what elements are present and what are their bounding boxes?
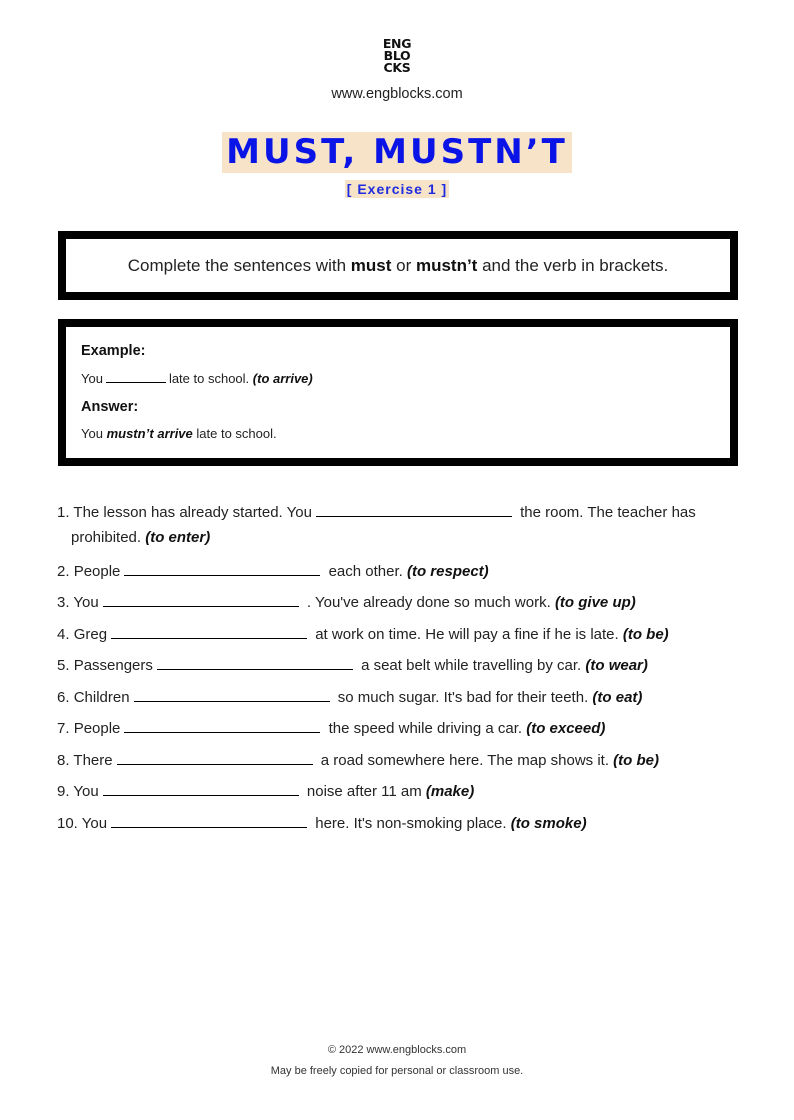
exercise-item-3 <box>57 592 636 611</box>
item-number: 7. <box>57 720 70 737</box>
exercise-subtitle: [ Exercise 1 ] <box>346 181 448 197</box>
item-hint: (make) <box>425 783 475 800</box>
instructions-must: must <box>350 255 392 275</box>
item-number: 5. <box>57 657 70 674</box>
item-after: here. It's non-smoking place. <box>315 815 507 832</box>
logo-line-1: ENG <box>382 36 412 51</box>
item-before: There <box>73 752 113 769</box>
item-after: . You've already done so much work. <box>306 594 551 611</box>
engblocks-logo <box>0 38 794 74</box>
item-number: 3. <box>57 594 70 611</box>
answer-label: Answer: <box>81 399 139 415</box>
logo-line-3: CKS <box>383 60 411 75</box>
item-after: at work on time. He will pay a fine if he is late. <box>315 626 619 643</box>
item-after: each other. <box>328 563 403 580</box>
answer-blank-4[interactable] <box>111 624 307 639</box>
answer-blank-10[interactable] <box>111 813 307 828</box>
item-hint: (to respect) <box>406 563 489 580</box>
exercise-item-1 <box>57 502 696 521</box>
example-label: Example: <box>81 343 146 359</box>
exercise-item-5 <box>57 655 648 674</box>
item-before: Passengers <box>73 657 153 674</box>
worksheet-title: MUST, MUSTN’T <box>222 132 572 173</box>
answer-bold: mustn’t arrive <box>106 426 193 441</box>
exercise-item-1-cont <box>71 529 210 546</box>
footer-license: May be freely copied for personal or classroom use. <box>270 1065 524 1077</box>
answer-blank-7[interactable] <box>124 718 320 733</box>
item-after: the room. The teacher has <box>520 504 696 521</box>
item-number: 1. <box>57 504 70 521</box>
item-number: 6. <box>57 689 70 706</box>
item-number: 9. <box>57 783 70 800</box>
item-hint: (to be) <box>613 752 659 769</box>
example-blank <box>106 371 166 383</box>
exercise-item-7 <box>57 718 605 737</box>
item-number: 10. <box>57 815 78 832</box>
item-after: so much sugar. It's bad for their teeth. <box>337 689 589 706</box>
item-hint: (to give up) <box>554 594 636 611</box>
logo-line-2: BLO <box>383 48 411 63</box>
instructions-box <box>58 231 738 300</box>
item-before: You <box>81 815 108 832</box>
example-after: late to school. <box>168 371 250 386</box>
exercise-item-4 <box>57 624 669 643</box>
item-hint: (to smoke) <box>510 815 587 832</box>
item-number: 4. <box>57 626 70 643</box>
item-before: People <box>73 720 121 737</box>
item-after: a seat belt while travelling by car. <box>361 657 582 674</box>
example-before: You <box>81 371 103 386</box>
example-box <box>58 319 738 466</box>
item-after: a road somewhere here. The map shows it. <box>320 752 609 769</box>
item-hint: (to wear) <box>585 657 648 674</box>
item-hint: (to eat) <box>592 689 643 706</box>
instructions-text <box>128 256 668 276</box>
item-before: Greg <box>73 626 108 643</box>
answer-blank-1[interactable] <box>316 502 512 517</box>
item-continuation: prohibited. <box>71 529 142 546</box>
example-hint: (to arrive) <box>252 371 313 386</box>
item-after: noise after 11 am <box>306 783 422 800</box>
item-hint: (to exceed) <box>526 720 606 737</box>
answer-blank-6[interactable] <box>134 687 330 702</box>
exercise-item-2 <box>57 561 489 580</box>
item-before: You <box>73 594 99 611</box>
footer-copyright: © 2022 www.engblocks.com <box>327 1044 467 1056</box>
answer-blank-8[interactable] <box>117 750 313 765</box>
item-hint: (to enter) <box>145 529 211 546</box>
answer-sentence <box>81 426 277 441</box>
site-url[interactable]: www.engblocks.com <box>331 86 463 102</box>
instructions-part-3: and the verb in brackets. <box>477 255 669 275</box>
item-after: the speed while driving a car. <box>328 720 523 737</box>
instructions-mustnt: mustn’t <box>415 255 478 275</box>
example-sentence <box>81 371 313 386</box>
item-number: 2. <box>57 563 70 580</box>
exercise-item-6 <box>57 687 642 706</box>
item-before: Children <box>73 689 130 706</box>
answer-after: late to school. <box>192 426 277 441</box>
instructions-part-1: Complete the sentences with <box>127 255 351 275</box>
item-hint: (to be) <box>622 626 669 643</box>
answer-before: You <box>81 426 107 441</box>
item-before: People <box>73 563 121 580</box>
answer-blank-5[interactable] <box>157 655 353 670</box>
answer-blank-3[interactable] <box>103 592 299 607</box>
exercise-item-8 <box>57 750 659 769</box>
exercise-item-9 <box>57 781 474 800</box>
answer-blank-2[interactable] <box>124 561 320 576</box>
exercise-item-10 <box>57 813 587 832</box>
item-before: The lesson has already started. You <box>73 504 312 521</box>
instructions-part-2: or <box>391 255 416 275</box>
item-number: 8. <box>57 752 70 769</box>
item-before: You <box>73 783 99 800</box>
answer-blank-9[interactable] <box>103 781 299 796</box>
